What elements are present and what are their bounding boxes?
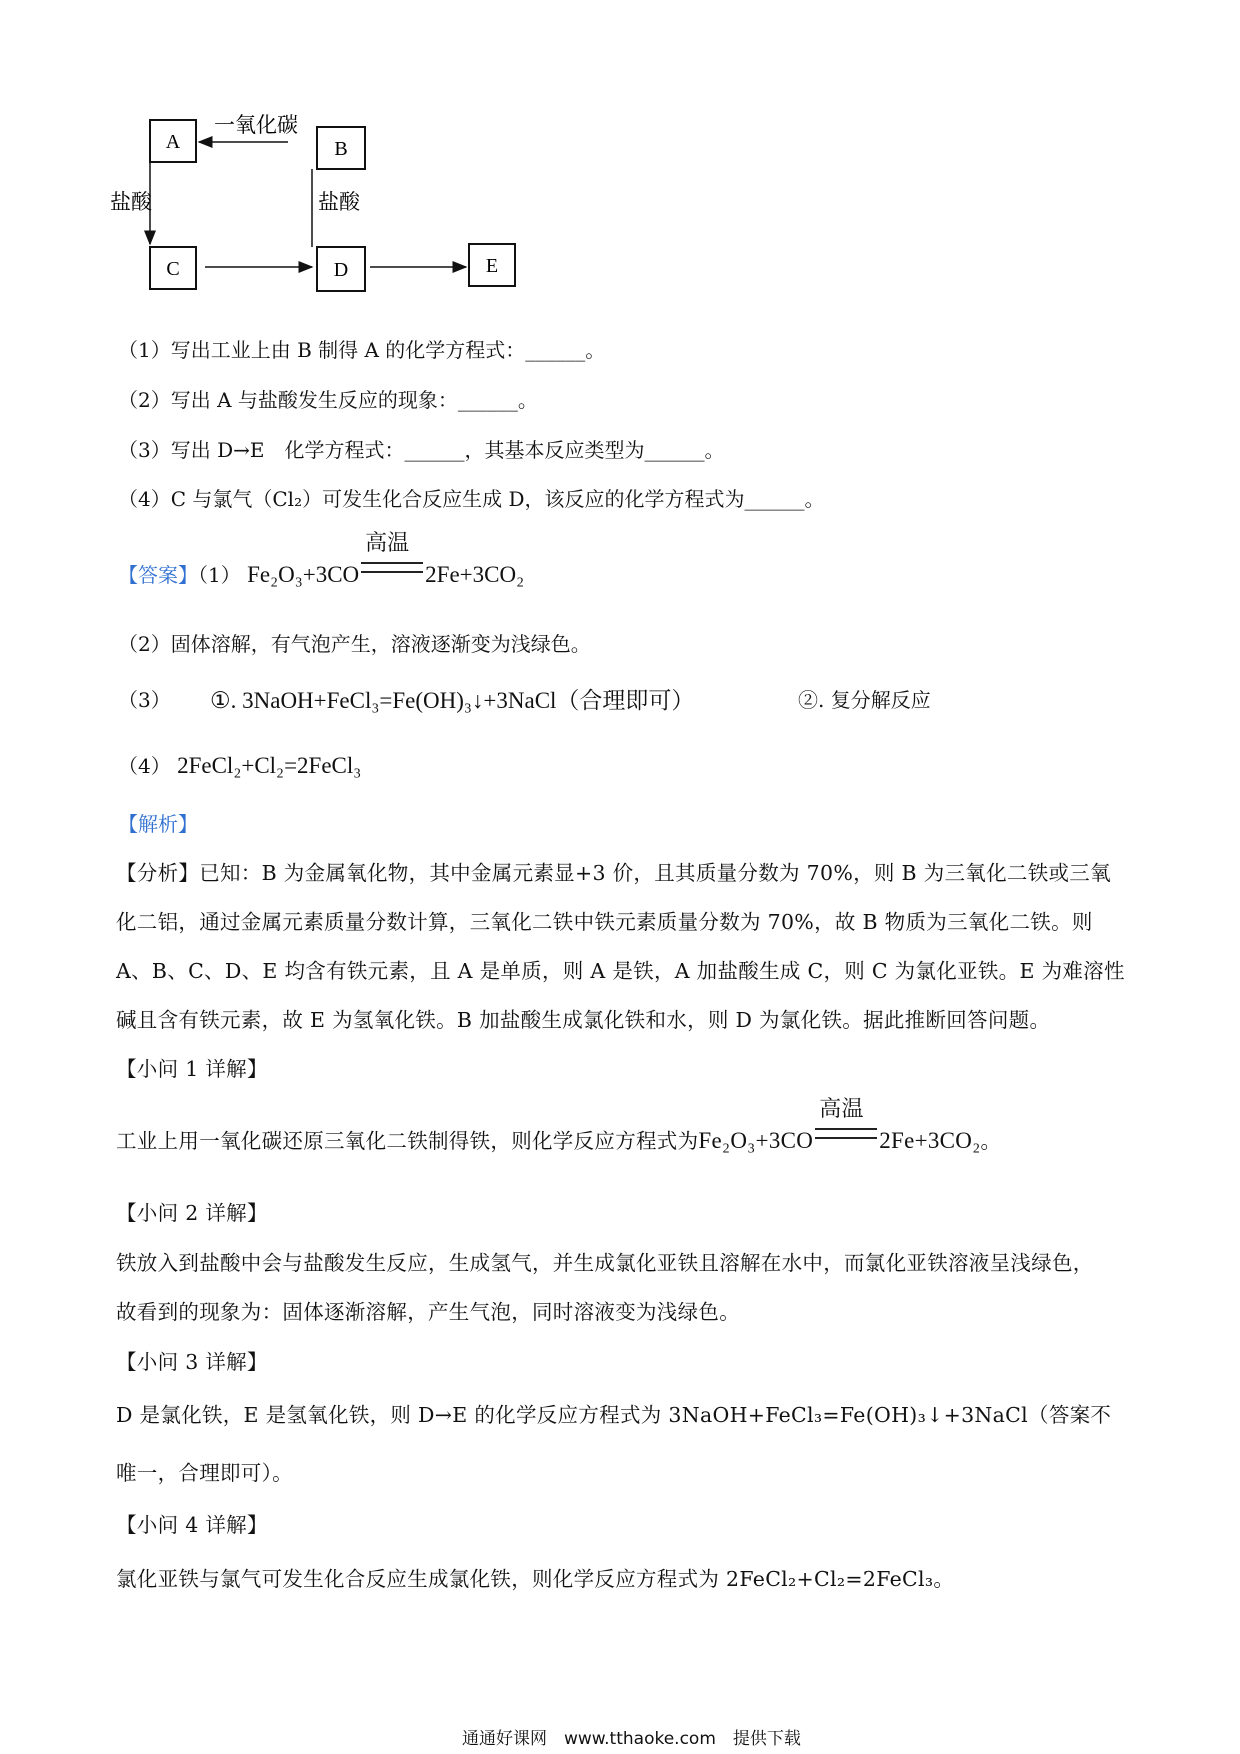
q1-rhs: 2Fe+3CO₂ <box>879 1128 981 1153</box>
q1-text: 工业上用一氧化碳还原三氧化二铁制得铁，则化学反应方程式为 <box>116 1129 699 1153</box>
q2-title: 【小问 2 详解】 <box>116 1201 268 1225</box>
node-e-label: E <box>485 255 499 277</box>
q4-title: 【小问 4 详解】 <box>116 1513 268 1537</box>
fenxi-line-2: 化二铝，通过金属元素质量分数计算，三氧化二铁中铁元素质量分数为 70%，故 B 物质为三氧化二铁。则 <box>116 910 1093 934</box>
footer-source: 通通好课网 www.tthaoke.com 提供下载 <box>462 1729 801 1749</box>
q1-high-temp-condition <box>815 1097 877 1150</box>
q2-line-2: 故看到的现象为：固体逐渐溶解，产生气泡，同时溶液变为浅绿色。 <box>116 1300 740 1324</box>
q3-title: 【小问 3 详解】 <box>116 1350 268 1374</box>
question-1: （1）写出工业上由 B 制得 A 的化学方程式：______。 <box>118 338 606 362</box>
answer-1-rhs: 2Fe+3CO₂ <box>425 562 525 587</box>
question-3: （3）写出 D→E 化学方程式：______，其基本反应类型为______。 <box>118 438 725 462</box>
q1-detail <box>116 1097 1002 1154</box>
q4-text: 氯化亚铁与氯气可发生化合反应生成氯化铁，则化学反应方程式为 2FeCl₂+Cl₂=2FeCl₃。 <box>116 1567 955 1591</box>
q1-title: 【小问 1 详解】 <box>116 1057 268 1081</box>
answer-1-lhs: Fe₂O₃+3CO <box>247 562 360 587</box>
flowchart-diagram <box>100 110 570 310</box>
question-2: （2）写出 A 与盐酸发生反应的现象：______。 <box>118 388 538 412</box>
answer-4 <box>118 750 361 779</box>
node-b-label: B <box>334 138 348 160</box>
q3-line-2: 唯一，合理即可）。 <box>116 1461 293 1485</box>
answer-3-part2: ②. 复分解反应 <box>798 688 931 712</box>
node-a-label: A <box>165 131 181 153</box>
fenxi-line-1: 【分析】已知：B 为金属氧化物，其中金属元素显+3 价，且其质量分数为 70%，则 B 为三氧化二铁或三氧 <box>116 861 1111 885</box>
fenxi-line-3: A、B、C、D、E 均含有铁元素，且 A 是单质，则 A 是铁，A 加盐酸生成 C，则 C 为氯化亚铁。E 为难溶性 <box>116 959 1125 983</box>
node-c-label: C <box>166 258 180 280</box>
node-d-label: D <box>333 259 349 281</box>
condition-label: 高温 <box>365 531 410 556</box>
analysis-tag: 【解析】 <box>118 812 198 836</box>
q1-lhs: Fe₂O₃+3CO <box>698 1128 814 1153</box>
answer-tag: 【答案】 <box>118 563 198 587</box>
fenxi-line-4: 碱且含有铁元素，故 E 为氢氧化铁。B 加盐酸生成氯化铁和水，则 D 为氯化铁。据此推断回答问题。 <box>116 1008 1051 1032</box>
answer-1 <box>118 531 525 588</box>
question-4: （4）C 与氯气（Cl₂）可发生化合反应生成 D，该反应的化学方程式为______。 <box>118 487 825 511</box>
q2-line-1: 铁放入到盐酸中会与盐酸发生反应，生成氢气，并生成氯化亚铁且溶解在水中，而氯化亚铁溶液呈浅绿色， <box>116 1251 1094 1275</box>
label-hcl-left: 盐酸 <box>110 190 152 214</box>
q1-end: 。 <box>980 1129 1002 1153</box>
label-carbon-monoxide: 一氧化碳 <box>214 113 298 137</box>
answer-1-prefix: （1） <box>198 563 241 587</box>
answer-4-eq: 2FeCl₂+Cl₂=2FeCl₃ <box>177 753 362 778</box>
answer-4-prefix: （4） <box>118 754 171 778</box>
answer-3-prefix: （3） <box>118 688 171 712</box>
high-temp-condition <box>361 531 423 584</box>
answer-3 <box>118 684 931 713</box>
label-hcl-right: 盐酸 <box>318 190 360 214</box>
answer-2: （2）固体溶解，有气泡产生，溶液逐渐变为浅绿色。 <box>118 632 591 656</box>
answer-3-part1: ①. 3NaOH+FeCl₃=Fe(OH)₃↓+3NaCl（合理即可） <box>210 688 695 713</box>
q1-condition-label: 高温 <box>819 1097 864 1122</box>
q3-line-1: D 是氯化铁，E 是氢氧化铁，则 D→E 的化学反应方程式为 3NaOH+FeCl₃=Fe(OH)₃↓+3NaCl（答案不 <box>116 1403 1112 1427</box>
